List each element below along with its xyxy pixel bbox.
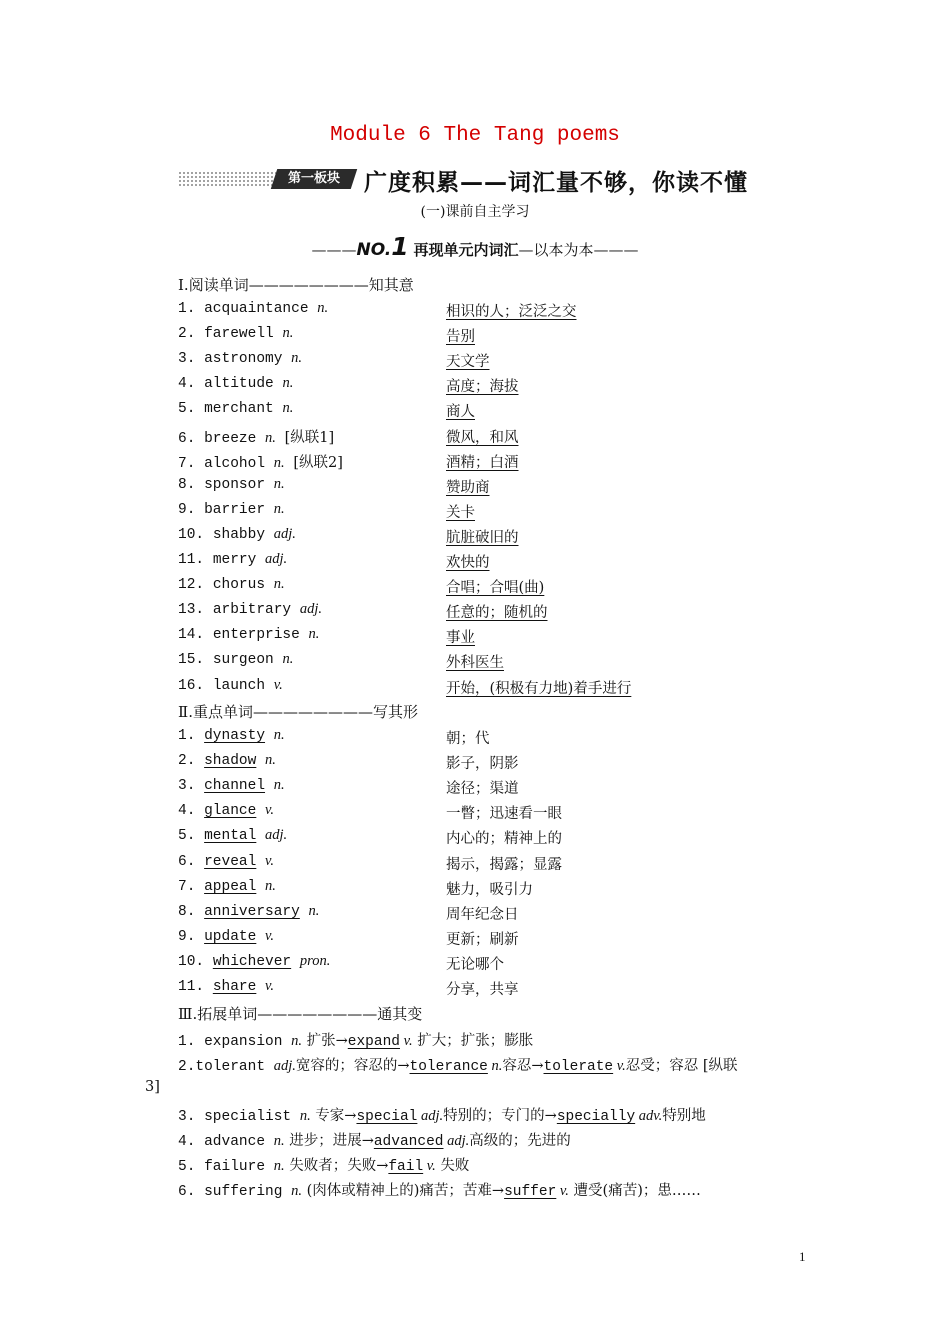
item-number: 14.: [178, 627, 205, 644]
item-word: dynasty: [204, 728, 266, 744]
item-pos: n.: [273, 727, 285, 743]
item-pos: n.: [282, 375, 294, 392]
item-pos: n.: [291, 350, 303, 367]
section-banner: [178, 164, 748, 196]
ext-line-6: 6. suffering n. (肉体或精神上的)痛苦；苦难→suffer v. 遭受(痛苦)；患……: [178, 1183, 701, 1200]
item-meaning: 影子，阴影: [446, 756, 519, 773]
ext-line-2-wrap: 3]: [145, 1079, 160, 1095]
item-number: 7.: [178, 878, 196, 895]
item-word: share: [212, 979, 257, 995]
ext-line-2: 2.tolerant adj.宽容的；容忍的→tolerance n.容忍→tolerate v.忍受；容忍 [纵联: [178, 1058, 738, 1075]
word-entry: [178, 853, 274, 870]
item-word: merry: [212, 552, 257, 568]
word-entry: [178, 325, 293, 342]
no1-label: 再现单元内词汇: [413, 241, 519, 259]
no1-number: 1: [391, 232, 409, 261]
word-entry: [178, 626, 319, 643]
item-meaning: 开始，(积极有力地)着手进行: [446, 680, 632, 697]
item-number: 6.: [178, 430, 196, 447]
item-number: 4.: [178, 803, 196, 820]
item-pos: n.: [273, 777, 285, 794]
item-meaning: 欢快的: [446, 555, 490, 571]
word-entry: [178, 300, 328, 317]
ext-line-1: 1. expansion n. 扩张→expand v. 扩大；扩张；膨胀: [178, 1033, 534, 1050]
item-word: chorus: [212, 577, 266, 594]
word-entry: [178, 426, 334, 447]
module-title: Module 6 The Tang poems: [330, 124, 620, 147]
item-word: shabby: [212, 526, 266, 543]
item-word: reveal: [204, 853, 257, 870]
word-entry: [178, 677, 283, 694]
no1-prefix: NO.: [356, 240, 392, 260]
item-meaning: 高度；海拔: [446, 379, 519, 396]
item-number: 12.: [178, 577, 205, 594]
item-pos: v.: [265, 927, 275, 944]
item-meaning: 揭示，揭露；显露: [446, 856, 562, 873]
item-meaning: 微风，和风: [446, 429, 519, 446]
item-meaning: 赞助商: [446, 479, 490, 496]
item-number: 8.: [178, 476, 196, 493]
item-meaning: 相识的人；泛泛之交: [446, 304, 577, 320]
item-word: channel: [204, 778, 266, 795]
item-number: 10.: [178, 953, 205, 970]
word-entry: [178, 752, 276, 769]
item-pos: v.: [265, 978, 275, 994]
item-word: enterprise: [212, 627, 300, 644]
item-word: launch: [212, 677, 266, 694]
item-word: acquaintance: [204, 301, 309, 317]
word-entry: [178, 878, 276, 895]
item-word: breeze: [204, 430, 257, 447]
item-meaning: 天文学: [446, 354, 490, 371]
banner-dot-pattern: [178, 171, 276, 187]
item-meaning: 合唱；合唱(曲): [446, 580, 545, 597]
item-number: 13.: [178, 602, 205, 619]
item-word: appeal: [204, 878, 257, 895]
section1-heading: Ⅰ.阅读单词————————知其意: [178, 276, 414, 294]
item-pos: n.: [265, 752, 276, 769]
item-pos: n.: [273, 475, 285, 492]
item-meaning: 朝；代: [446, 731, 490, 747]
item-pos: adj.: [265, 827, 288, 844]
item-word: mental: [204, 828, 257, 845]
item-word: update: [204, 928, 257, 945]
item-pos: n.: [317, 300, 329, 316]
word-entry: [178, 827, 287, 844]
item-meaning: 酒精；白酒: [446, 454, 519, 471]
item-number: 2.: [178, 326, 196, 343]
item-meaning: 外科医生: [446, 655, 504, 672]
item-word: whichever: [212, 953, 292, 970]
ext-line-4: 4. advance n. 进步；进展→advanced adj.高级的；先进的: [178, 1133, 571, 1150]
item-meaning: 一瞥；迅速看一眼: [446, 806, 562, 823]
item-pos: v.: [265, 852, 275, 869]
item-pos: adj.: [299, 601, 322, 618]
item-number: 3.: [178, 351, 196, 368]
item-number: 3.: [178, 778, 196, 795]
item-word: surgeon: [212, 652, 274, 669]
item-meaning: 告别: [446, 329, 475, 346]
item-pos: adj.: [273, 525, 296, 542]
word-entry: [178, 526, 296, 543]
word-entry: [178, 727, 285, 744]
word-entry: [178, 978, 274, 995]
item-meaning: 肮脏破旧的: [446, 529, 519, 546]
banner-tag: [271, 169, 357, 189]
item-number: 1.: [178, 728, 196, 744]
word-entry: [178, 928, 274, 945]
item-number: 16.: [178, 677, 205, 694]
item-number: 4.: [178, 376, 196, 393]
item-number: 11.: [178, 979, 205, 995]
item-pos: adj.: [265, 551, 288, 567]
ext-line-3: 3. specialist n. 专家→special adj.特别的；专门的→specially adv.特别地: [178, 1108, 706, 1125]
item-word: farewell: [204, 326, 274, 343]
item-pos: n.: [273, 454, 285, 471]
item-pos: n.: [273, 500, 285, 517]
item-number: 15.: [178, 652, 205, 669]
item-number: 6.: [178, 853, 196, 870]
item-meaning: 任意的；随机的: [446, 605, 548, 622]
item-pos: n.: [282, 325, 294, 342]
item-meaning: 无论哪个: [446, 956, 504, 973]
item-meaning: 内心的；精神上的: [446, 831, 562, 848]
no1-tail: 以本为本: [533, 241, 594, 259]
ext-line-5: 5. failure n. 失败者；失败→fail v. 失败: [178, 1158, 470, 1175]
word-entry: [178, 551, 287, 568]
item-word: glance: [204, 803, 257, 820]
item-pos: n.: [265, 429, 276, 446]
item-link-note: [纵联2]: [293, 454, 343, 471]
item-number: 7.: [178, 455, 196, 472]
banner-heading: 广度积累——词汇量不够，你读不懂: [364, 170, 748, 196]
item-number: 10.: [178, 526, 205, 543]
item-meaning: 魅力，吸引力: [446, 881, 533, 898]
item-pos: n.: [265, 877, 276, 894]
word-entry: [178, 451, 343, 472]
word-entry: [178, 400, 293, 417]
word-entry: [178, 651, 293, 668]
subtitle: (一)课前自主学习: [420, 204, 530, 220]
item-number: 8.: [178, 903, 196, 920]
item-number: 5.: [178, 828, 196, 845]
item-word: astronomy: [204, 351, 283, 368]
item-pos: n.: [308, 626, 320, 643]
word-entry: [178, 903, 319, 920]
item-link-note: [纵联1]: [284, 429, 335, 446]
page-number: 1: [799, 1249, 806, 1264]
item-meaning: 关卡: [446, 504, 475, 521]
item-pos: n.: [273, 576, 285, 593]
item-word: merchant: [204, 401, 274, 418]
item-word: altitude: [204, 376, 274, 393]
item-pos: n.: [282, 651, 294, 668]
item-number: 9.: [178, 501, 196, 518]
item-meaning: 事业: [446, 630, 475, 647]
item-pos: v.: [273, 676, 283, 693]
item-number: 5.: [178, 401, 196, 418]
word-entry: [178, 476, 285, 493]
banner-tag-label: 第一板块: [287, 171, 340, 186]
item-pos: n.: [282, 400, 294, 417]
item-word: alcohol: [204, 455, 266, 472]
item-number: 2.: [178, 753, 196, 770]
word-entry: [178, 601, 322, 618]
item-word: arbitrary: [212, 602, 292, 619]
section3-heading: Ⅲ.拓展单词————————通其变: [178, 1005, 423, 1023]
item-word: barrier: [204, 501, 266, 518]
item-word: anniversary: [204, 903, 300, 920]
item-number: 1.: [178, 301, 196, 317]
item-meaning: 周年纪念日: [446, 906, 519, 923]
item-word: shadow: [204, 753, 257, 770]
item-meaning: 商人: [446, 404, 475, 421]
item-meaning: 分享，共享: [446, 982, 519, 998]
item-pos: pron.: [299, 952, 331, 969]
item-pos: v.: [265, 802, 275, 819]
item-number: 11.: [178, 552, 205, 568]
section2-heading: Ⅱ.重点单词————————写其形: [178, 703, 418, 721]
word-entry: [178, 953, 330, 970]
item-word: sponsor: [204, 476, 266, 493]
word-entry: [178, 802, 274, 819]
word-entry: [178, 350, 302, 367]
item-pos: n.: [308, 902, 320, 919]
word-entry: [178, 777, 285, 794]
item-number: 9.: [178, 928, 196, 945]
word-entry: [178, 576, 285, 593]
word-entry: [178, 375, 293, 392]
item-meaning: 更新；刷新: [446, 931, 519, 948]
no1-heading: ———NO.1 再现单元内词汇—以本为本———: [311, 232, 639, 261]
item-meaning: 途径；渠道: [446, 781, 519, 798]
word-entry: [178, 501, 285, 518]
